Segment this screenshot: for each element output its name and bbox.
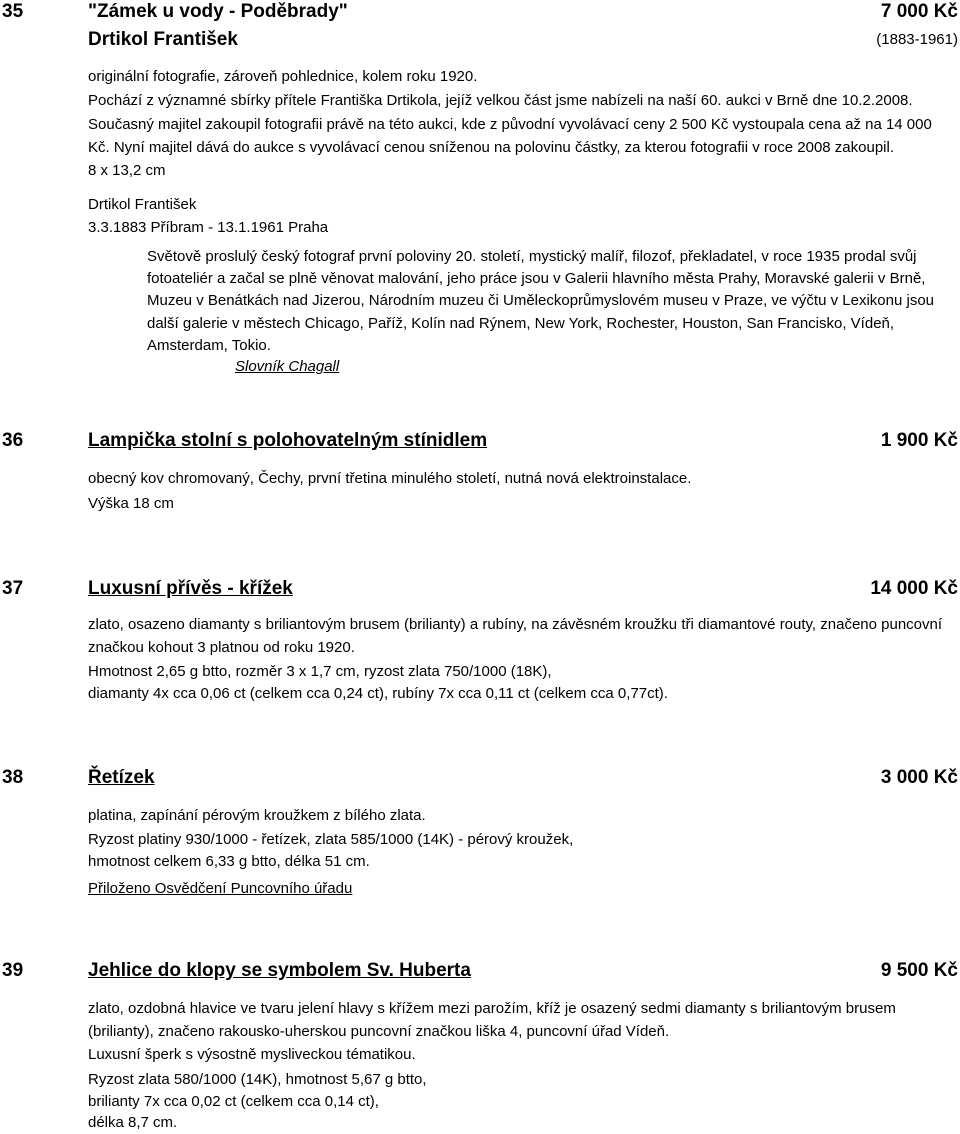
item-title: Jehlice do klopy se symbolem Sv. Huberta xyxy=(88,960,471,981)
item-price: 9 500 Kč xyxy=(880,960,958,981)
dimensions: Výška 18 cm xyxy=(88,495,174,512)
item-title: Lampička stolní s polohovatelným stínidlem xyxy=(88,430,488,451)
item-number: 38 xyxy=(2,767,24,788)
description-paragraph: zlato, ozdobná hlavice ve tvaru jelení hlavy s křížem mezi parožím, kříž je osazený sedmi diamanty s briliantovým brusem (brilianty), značeno rakousko-uherskou puncovní značkou liška 4, puncovní úřad Vídeň. xyxy=(88,1000,896,1040)
description-paragraph: Současný majitel zakoupil fotografii právě na této aukci, kde z původní vyvolávací ceny 2 500 Kč vystoupala cena až na 14 000 Kč. Nyní majitel dává do aukce s vyvolávací cenou sníženou na polovinu částky, za kterou fotografii v roce 2008 zakoupil. xyxy=(88,116,932,156)
item-price: 7 000 Kč xyxy=(880,1,958,22)
item-title: "Zámek u vody - Poděbrady" xyxy=(88,1,348,22)
description-line: Pochází z významné sbírky přítele Františka Drtikola, jejíž velkou část jsme nabízeli na naší 60. aukci v Brně dne 10.2.2008. xyxy=(88,92,913,109)
item-number: 36 xyxy=(2,430,24,451)
author-years: (1883-1961) xyxy=(876,31,958,48)
bio-name: Drtikol František xyxy=(88,196,197,213)
description-line: diamanty 4x cca 0,06 ct (celkem cca 0,24 ct), rubíny 7x cca 0,11 ct (celkem cca 0,77ct). xyxy=(88,685,668,702)
bio-source: Slovník Chagall xyxy=(235,358,340,375)
item-title: Luxusní přívěs - křížek xyxy=(88,578,293,599)
certificate-note: Přiloženo Osvědčení Puncovního úřadu xyxy=(88,880,353,897)
description-paragraph: zlato, osazeno diamanty s briliantovým brusem (brilianty) a rubíny, na závěsném kroužku tři diamantové routy, značeno puncovní značkou kohout 3 platnou od roku 1920. xyxy=(88,616,943,656)
item-price: 14 000 Kč xyxy=(870,578,958,599)
description-line: obecný kov chromovaný, Čechy, první třetina minulého století, nutná nová elektroinstalace. xyxy=(88,470,692,487)
description-line: Hmotnost 2,65 g btto, rozměr 3 x 1,7 cm, ryzost zlata 750/1000 (18K), xyxy=(88,663,552,680)
description-line: délka 8,7 cm. xyxy=(88,1114,178,1131)
description-line: Ryzost platiny 930/1000 - řetízek, zlata 585/1000 (14K) - pérový kroužek, xyxy=(88,831,574,848)
description-line: hmotnost celkem 6,33 g btto, délka 51 cm. xyxy=(88,853,370,870)
description-line: platina, zapínání pérovým kroužkem z bílého zlata. xyxy=(88,807,426,824)
item-title: Řetízek xyxy=(88,767,155,788)
bio-text: Světově proslulý český fotograf první poloviny 20. století, mystický malíř, filozof, překladatel, v roce 1935 prodal svůj fotoateliér a začal se plně věnovat malování, jeho práce jsou v Galerii hlavního města Prahy, Moravské galerii v Brně, Muzeu v Benátkách nad Jizerou, Národním muzeu či Uměleckoprůmyslovém museu v Praze, ve výčtu v Lexikonu jsou další galerie v městech Chicago, Paříž, Kolín nad Rýnem, New York, Rochester, Houston, San Francisko, Vídeň, Amsterdam, Tokio. xyxy=(147,248,935,354)
description-line: brilianty 7x cca 0,02 ct (celkem cca 0,14 ct), xyxy=(88,1093,379,1110)
item-price: 1 900 Kč xyxy=(880,430,958,451)
bio-dates: 3.3.1883 Příbram - 13.1.1961 Praha xyxy=(88,219,329,236)
dimensions: 8 x 13,2 cm xyxy=(88,162,166,179)
description-line: Ryzost zlata 580/1000 (14K), hmotnost 5,67 g btto, xyxy=(88,1071,427,1088)
description-line: Luxusní šperk s výsostně mysliveckou tématikou. xyxy=(88,1046,416,1063)
item-price: 3 000 Kč xyxy=(880,767,958,788)
item-number: 35 xyxy=(2,1,24,22)
item-number: 39 xyxy=(2,960,24,981)
item-author: Drtikol František xyxy=(88,29,238,50)
item-number: 37 xyxy=(2,578,24,599)
description-line: originální fotografie, zároveň pohlednice, kolem roku 1920. xyxy=(88,68,478,85)
